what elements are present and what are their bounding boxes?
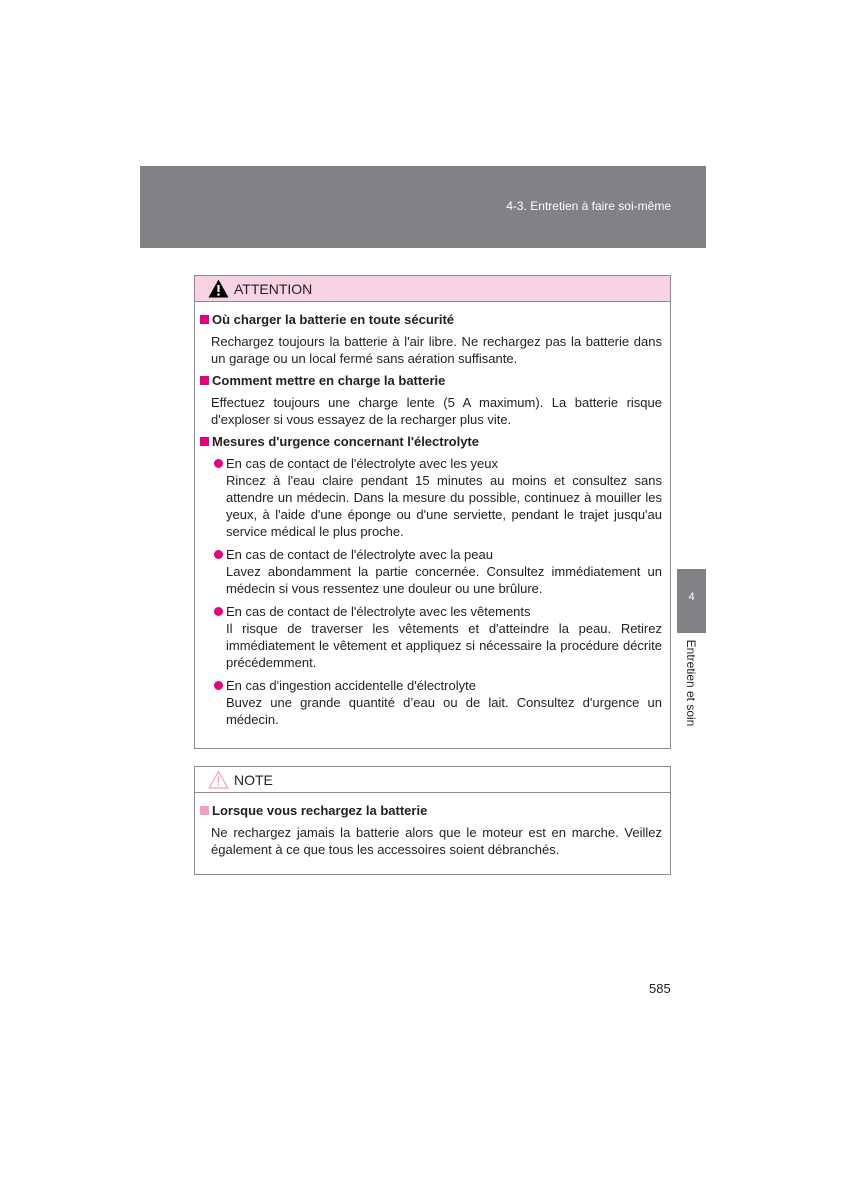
attention-title: ATTENTION (234, 280, 313, 297)
square-bullet-icon (200, 315, 209, 324)
list-item-text: Lavez abondamment la partie concernée. Consultez immédiatement un médecin si vous ressentez une douleur ou une brûlure. (226, 564, 662, 596)
attention-header (195, 276, 670, 302)
note-content (195, 793, 670, 858)
square-bullet-icon (200, 376, 209, 385)
list-item-text: Rincez à l'eau claire pendant 15 minutes au moins et consultez sans attendre un médecin. Dans la mesure du possible, continuez à mouiller les yeux, à l'aide d'une éponge ou d'une serviette, pendant le trajet jusqu'au service médical le plus proche. (226, 473, 662, 539)
circle-bullet-icon (214, 550, 223, 559)
chapter-tab (677, 569, 706, 633)
list-item (199, 546, 662, 597)
chapter-label: Entretien et soin (684, 639, 698, 727)
list-item (199, 455, 662, 540)
page-number: 585 (649, 981, 671, 996)
section-heading: Mesures d'urgence concernant l'électrolyte (199, 433, 662, 450)
section-heading: Comment mettre en charge la batterie (199, 372, 662, 389)
list-item (199, 603, 662, 671)
list-item-text: Buvez une grande quantité d’eau ou de lait. Consultez d'urgence un médecin. (226, 695, 662, 727)
circle-bullet-icon (214, 607, 223, 616)
note-title: NOTE (234, 771, 273, 788)
caution-outline-icon (208, 770, 229, 789)
section-text: Effectuez toujours une charge lente (5 A maximum). La batterie risque d'exploser si vous essayez de la recharger plus vite. (211, 395, 662, 427)
square-bullet-icon (200, 437, 209, 446)
note-box (194, 766, 671, 875)
circle-bullet-icon (214, 681, 223, 690)
chapter-number: 4 (688, 591, 695, 603)
section-heading: Lorsque vous rechargez la batterie (199, 802, 662, 819)
list-item-title: En cas de contact de l'électrolyte avec les vêtements (226, 604, 531, 619)
list-item-title: En cas d'ingestion accidentelle d'électrolyte (226, 678, 476, 693)
attention-box (194, 275, 671, 749)
square-bullet-icon (200, 806, 209, 815)
section-title: 4-3. Entretien à faire soi-même (506, 199, 671, 213)
list-item (199, 677, 662, 728)
list-item-text: Il risque de traverser les vêtements et d'atteindre la peau. Retirez immédiatement le vêtement et appliquez si nécessaire la procédure décrite précédemment. (226, 621, 662, 670)
section-text: Ne rechargez jamais la batterie alors que le moteur est en marche. Veillez également à ce que tous les accessoires soient débranchés. (211, 825, 662, 857)
attention-content (195, 302, 670, 728)
warning-icon (208, 279, 229, 298)
header-bar (140, 166, 706, 248)
list-item-title: En cas de contact de l'électrolyte avec les yeux (226, 456, 499, 471)
section-heading: Où charger la batterie en toute sécurité (199, 311, 662, 328)
circle-bullet-icon (214, 459, 223, 468)
section-text: Rechargez toujours la batterie à l'air libre. Ne rechargez pas la batterie dans un garage ou un local fermé sans aération suffisante. (211, 334, 662, 366)
list-item-title: En cas de contact de l'électrolyte avec la peau (226, 547, 493, 562)
note-header (195, 767, 670, 793)
